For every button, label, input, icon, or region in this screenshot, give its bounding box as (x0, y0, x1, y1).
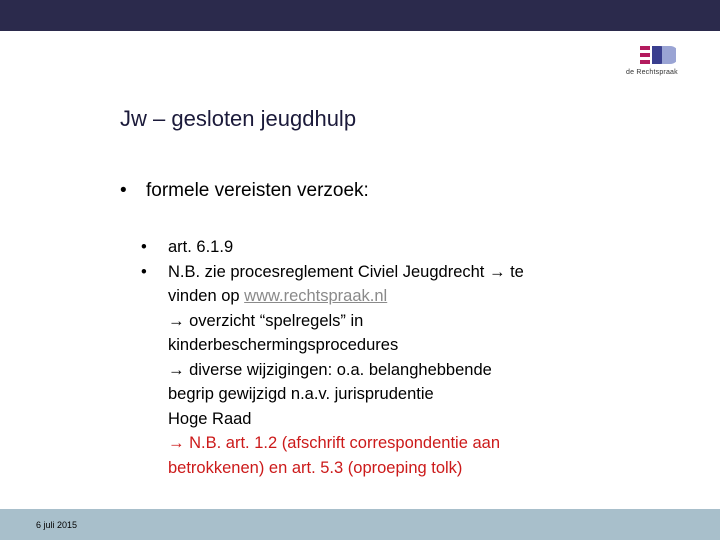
sub-bullet-2-line1: N.B. zie procesreglement Civiel Jeugdrecht (168, 262, 485, 281)
sub-bullet-2-line2: vinden op (168, 287, 240, 305)
sub-bullet-2 (141, 260, 621, 481)
footer-date: 6 juli 2015 (36, 520, 78, 530)
sub-bullets (141, 235, 621, 480)
top-bar (0, 0, 720, 31)
arrow-right-icon: → (489, 262, 506, 281)
sub-bullet-1-text: art. 6.1.9 (168, 238, 234, 256)
bottom-bar (0, 509, 720, 540)
sub-bullet-1 (141, 235, 621, 260)
sub-bullet-2-line3: overzicht “spelregels” in (189, 311, 364, 330)
sub-bullet-2-line5: diverse wijzigingen: o.a. belanghebbende (189, 360, 492, 379)
sub-bullet-2-line8: N.B. art. 1.2 (afschrift correspondentie aan (189, 434, 500, 452)
arrow-right-icon: → (168, 434, 185, 452)
rechtspraak-logo (624, 44, 688, 80)
arrow-right-icon: → (168, 360, 185, 379)
sub-bullet-2-line6: begrip gewijzigd n.a.v. jurisprudentie (168, 385, 434, 403)
sub-bullet-2-line7: Hoge Raad (168, 409, 252, 428)
sub-bullet-2-line1-end: te (510, 262, 524, 281)
rechtspraak-link[interactable]: www.rechtspraak.nl (244, 287, 388, 305)
sub-bullet-2-line9: betrokkenen) en art. 5.3 (oproeping tolk) (168, 458, 463, 477)
slide-title: Jw – gesloten jeugdhulp (120, 106, 357, 131)
sub-bullet-2-line4: kinderbeschermingsprocedures (168, 336, 399, 354)
bullet-dot: • (141, 262, 147, 281)
bullet-level1 (120, 180, 369, 202)
arrow-right-icon: → (168, 311, 185, 330)
logo-text: de Rechtspraak (626, 69, 678, 76)
rechtspraak-logo-icon (638, 44, 676, 66)
bullet-dot: • (120, 180, 127, 201)
bullet-dot: • (141, 238, 147, 256)
bullet-level1-text: formele vereisten verzoek: (146, 180, 369, 201)
